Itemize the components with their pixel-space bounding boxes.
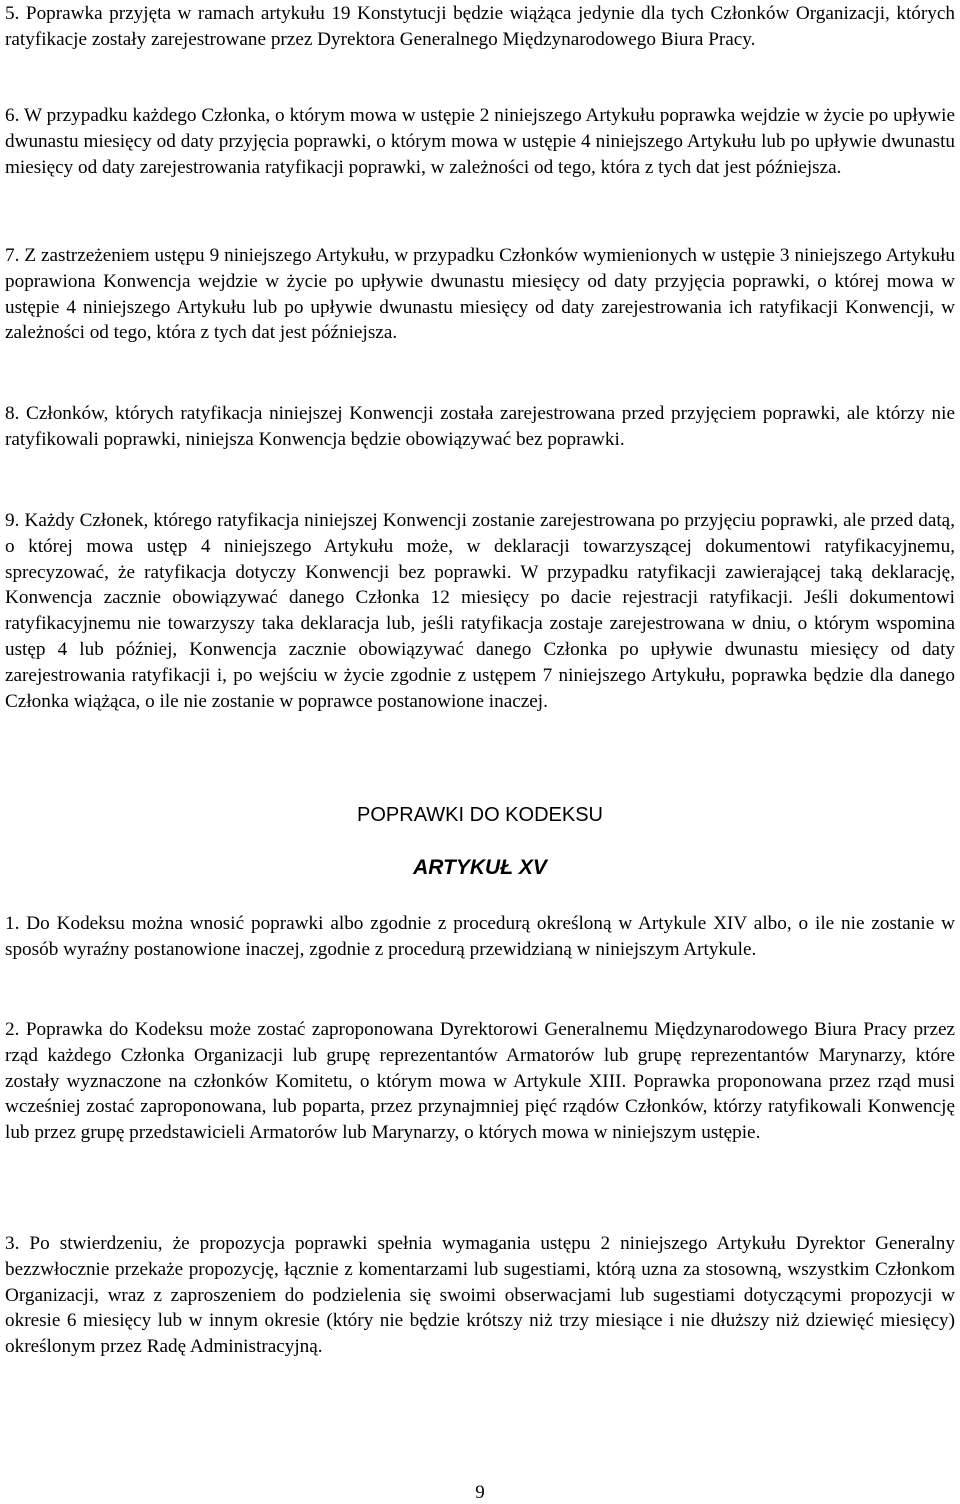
article-paragraph-3: 3. Po stwierdzeniu, że propozycja poprawki spełnia wymagania ustępu 2 niniejszego Artykułu Dyrektor Generalny bezzwłocznie przekaże propozycję, łącznie z komentarzami lub sugestiami, którą uzna za stosowną, wszystkim Członkom Organizacji, wraz z zaproszeniem do podzielenia się swoimi obserwacjami lub sugestiami dotyczącymi propozycji w okresie 6 miesięcy lub w innym okresie (który nie będzie krótszy niż trzy miesiące i nie dłuższy niż dziewięć miesięcy) określonym przez Radę Administracyjną. [5,1233,955,1358]
paragraph-8: 8. Członków, których ratyfikacja niniejszej Konwencji została zarejestrowana przed przyjęciem poprawki, ale którzy nie ratyfikowali poprawki, niniejsza Konwencja będzie obowiązywać bez poprawki. [5,403,955,450]
section-heading: POPRAWKI DO KODEKSU [357,804,603,826]
article-paragraph-1: 1. Do Kodeksu można wnosić poprawki albo zgodnie z procedurą określoną w Artykule XIV albo, o ile nie zostanie w sposób wyraźny postanowione inaczej, zgodnie z procedurą przewidzianą w niniejszym Artykule. [5,913,955,960]
paragraph-7: 7. Z zastrzeżeniem ustępu 9 niniejszego Artykułu, w przypadku Członków wymienionych w ustępie 3 niniejszego Artykułu poprawiona Konwencja wejdzie w życie po upływie dwunastu miesięcy od daty przyjęcia poprawki, o której mowa w ustępie 4 niniejszego Artykułu lub po upływie dwunastu miesięcy od daty zarejestrowania ich ratyfikacji Konwencji, w zależności od tego, która z tych dat jest późniejsza. [5,245,955,344]
paragraph-6: 6. W przypadku każdego Członka, o którym mowa w ustępie 2 niniejszego Artykułu poprawka wejdzie w życie po upływie dwunastu miesięcy od daty przyjęcia poprawki, o którym mowa w ustępie 4 niniejszego Artykułu lub po upływie dwunastu miesięcy od daty zarejestrowania ratyfikacji poprawki, w zależności od tego, która z tych dat jest późniejsza. [5,105,955,178]
page-number: 9 [475,1482,485,1503]
article-paragraph-2: 2. Poprawka do Kodeksu może zostać zaproponowana Dyrektorowi Generalnemu Międzynarodowego Biura Pracy przez rząd każdego Członka Organizacji lub grupę reprezentantów Armatorów lub grupę reprezentantów Marynarzy, które zostały wyznaczone na członków Komitetu, o którym mowa w Artykule XIII. Poprawka proponowana przez rząd musi wcześniej zostać zaproponowana, lub poparta, przez przynajmniej pięć rządów Członków, którzy ratyfikowali Konwencję lub przez grupę przedstawicieli Armatorów lub Marynarzy, o których mowa w niniejszym ustępie. [5,1019,955,1144]
paragraph-9: 9. Każdy Członek, którego ratyfikacja niniejszej Konwencji zostanie zarejestrowana po przyjęciu poprawki, ale przed datą, o której mowa ustęp 4 niniejszego Artykułu może, w deklaracji towarzyszącej dokumentowi ratyfikacyjnemu, sprecyzować, że ratyfikacja dotyczy Konwencji bez poprawki. W przypadku ratyfikacji zawierającej taką deklarację, Konwencja zacznie obowiązywać danego Członka 12 miesięcy po dacie rejestracji ratyfikacji. Jeśli dokumentowi ratyfikacyjnemu nie towarzyszy taka deklaracja lub, jeśli ratyfikacja zostaje zarejestrowana w dniu, o którym wspomina ustęp 4 lub później, Konwencja zacznie obowiązywać danego Członka po upływie dwunastu miesięcy od daty zarejestrowania ratyfikacji i, po wejściu w życie zgodnie z ustępem 7 niniejszego Artykułu, poprawka będzie dla danego Członka wiążąca, o ile nie zostanie w poprawce postanowione inaczej. [5,510,955,712]
paragraph-5: 5. Poprawka przyjęta w ramach artykułu 19 Konstytucji będzie wiążąca jedynie dla tych Członków Organizacji, których ratyfikacje zostały zarejestrowane przez Dyrektora Generalnego Międzynarodowego Biura Pracy. [5,3,955,50]
article-heading: ARTYKUŁ XV [413,856,547,879]
